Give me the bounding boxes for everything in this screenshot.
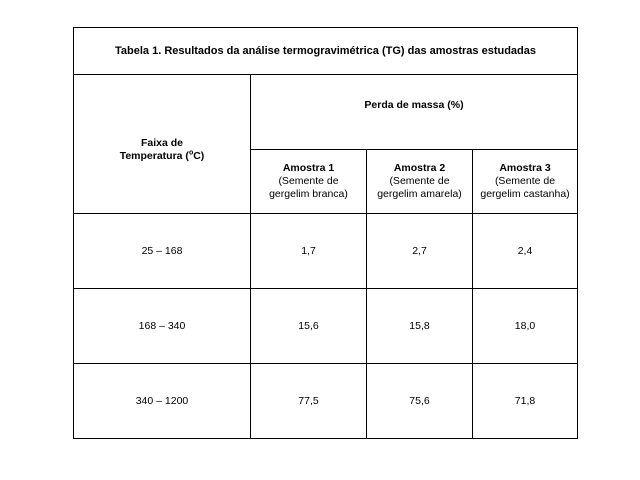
sample-header-3 [473,150,578,214]
mass-loss-cell: 1,7 [251,214,367,289]
sample-desc-line1: (Semente de [278,175,339,187]
temperature-header-line1: Faixa de [140,137,184,149]
sample-desc-line1: (Semente de [389,175,450,187]
temperature-range-cell: 168 – 340 [74,289,251,364]
mass-loss-label: Perda de massa (%) [364,98,464,111]
mass-loss-cell: 2,4 [473,214,578,289]
table-row [74,289,578,364]
degree-superscript: o [188,149,194,157]
thermogravimetric-results-table [73,27,578,439]
title-row [74,28,578,75]
sample-header-2 [367,150,473,214]
mass-loss-cell: 18,0 [473,289,578,364]
sample-desc-line2: gergelim castanha) [480,188,570,200]
mass-loss-cell: 2,7 [367,214,473,289]
header-row-perda [74,75,578,150]
mass-loss-cell: 75,6 [367,364,473,439]
sample-desc-line1: (Semente de [494,175,556,187]
sample-name: Amostra 3 [499,162,551,174]
temperature-header-suffix: C) [193,150,205,162]
mass-loss-cell: 71,8 [473,364,578,439]
mass-loss-header [251,75,578,150]
sample-header-1 [251,150,367,214]
mass-loss-cell: 15,8 [367,289,473,364]
table-row [74,214,578,289]
sample-name: Amostra 2 [393,162,446,174]
table-title: Tabela 1. Resultados da análise termogravimétrica (TG) das amostras estudadas [74,28,578,75]
mass-loss-cell: 77,5 [251,364,367,439]
sample-desc-line2: gergelim amarela) [377,188,462,200]
sample-name: Amostra 1 [282,162,335,174]
table-row [74,364,578,439]
temperature-header-prefix: Temperatura ( [119,150,189,162]
temperature-range-cell: 25 – 168 [74,214,251,289]
sample-desc-line2: gergelim branca) [269,188,348,200]
temperature-range-cell: 340 – 1200 [74,364,251,439]
temperature-range-header [74,75,251,214]
mass-loss-cell: 15,6 [251,289,367,364]
